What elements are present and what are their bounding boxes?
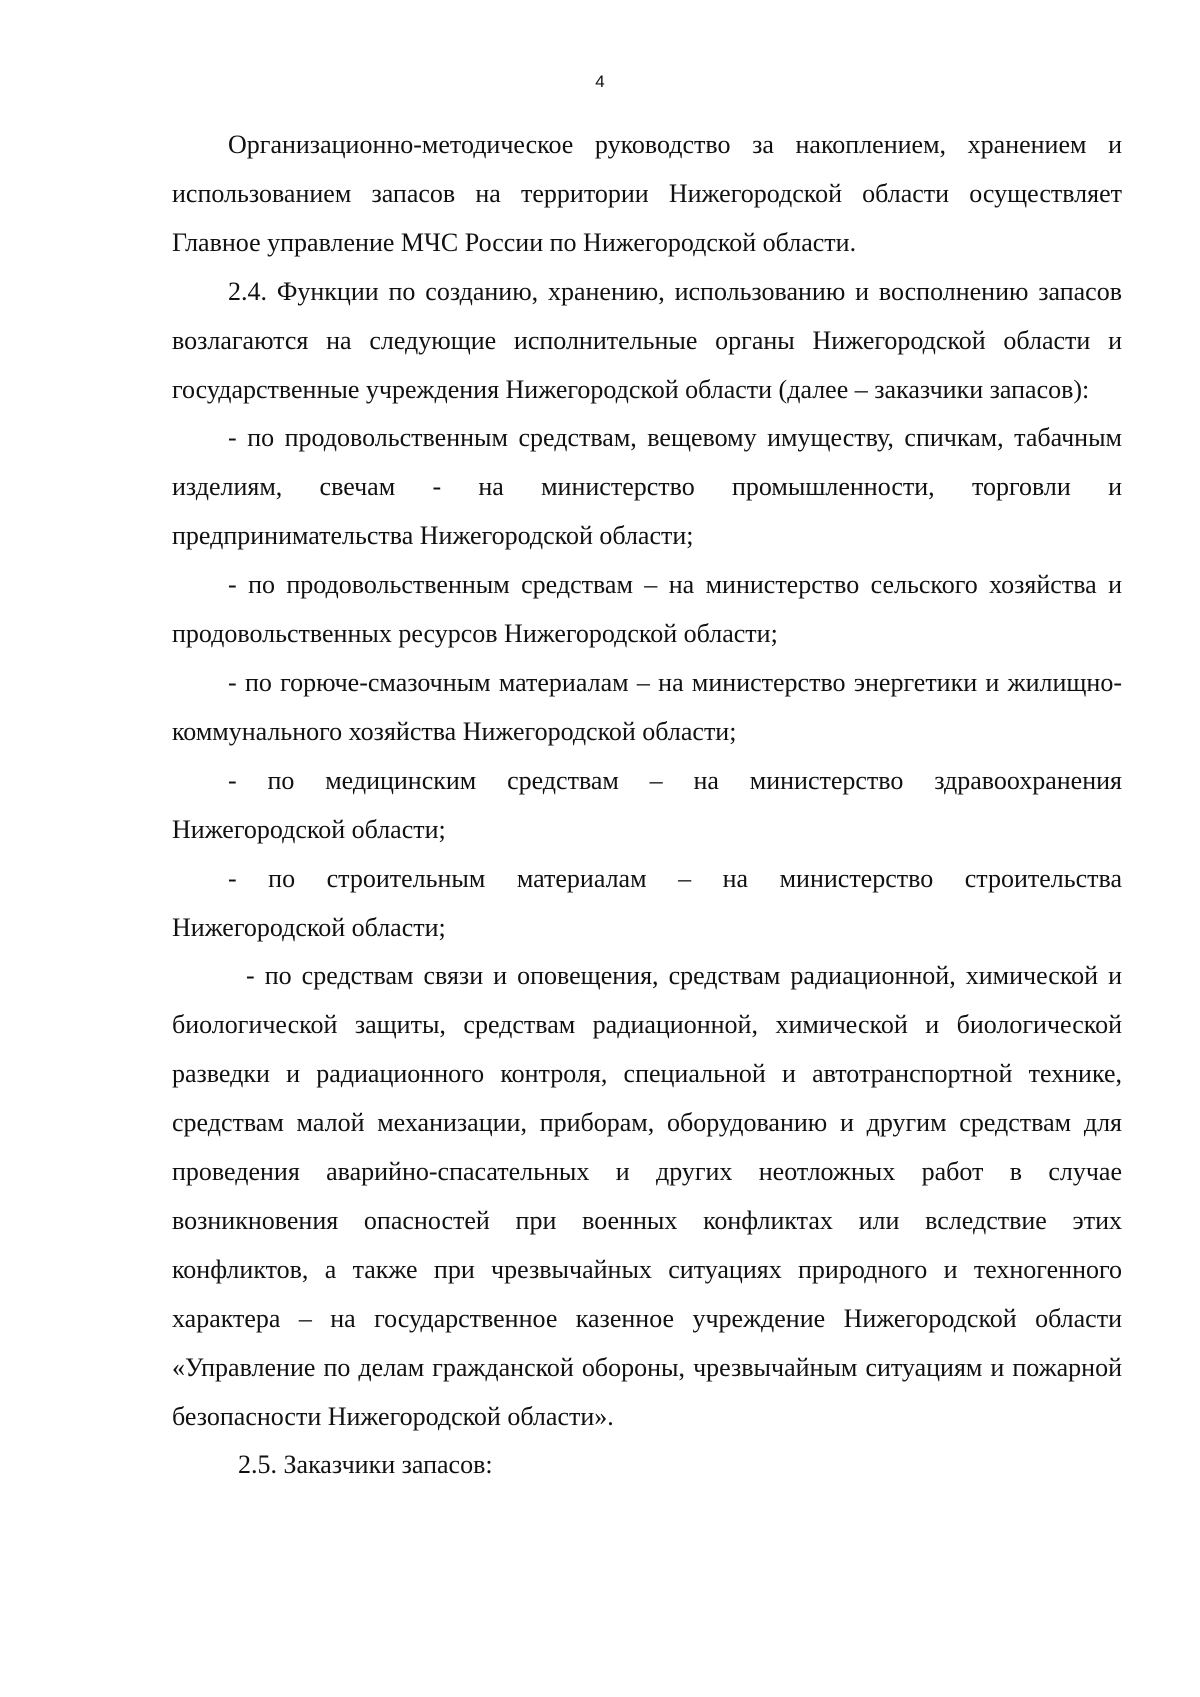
paragraph-2-4-functions: 2.4. Функции по созданию, хранению, использованию и восполнению запасов возлагаются на следующие исполнительные органы Нижегородской области и государственные учреждения Нижегородской области (далее – заказчики запасов):: [172, 276, 1122, 404]
document-body: [172, 121, 1122, 1490]
list-item-fuel-lubricants: - по горюче-смазочным материалам – на министерство энергетики и жилищно-коммунального хозяйства Нижегородской области;: [172, 667, 1122, 746]
list-item-food-agriculture: - по продовольственным средствам – на министерство сельского хозяйства и продовольственных ресурсов Нижегородской области;: [172, 570, 1122, 649]
paragraph-coordination: Организационно-методическое руководство за накоплением, хранением и использованием запасов на территории Нижегородской области осуществляет Главное управление МЧС России по Нижегородской области.: [172, 130, 1122, 257]
paragraph-2-5-customers: 2.5. Заказчики запасов:: [238, 1450, 493, 1480]
page-number: 4: [595, 72, 605, 91]
list-item-communications-protection: - по средствам связи и оповещения, средствам радиационной, химической и биологической защиты, средствам радиационной, химической и биологической разведки и радиационного контроля, специальной и автотранспортной технике, средствам малой механизации, приборам, оборудованию и другим средствам для проведения аварийно-спасательных и других неотложных работ в случае возникновения опасностей при военных конфликтах или вследствие этих конфликтов, а также при чрезвычайных ситуациях природного и техногенного характера – на государственное казенное учреждение Нижегородской области «Управление по делам гражданской обороны, чрезвычайным ситуациям и пожарной безопасности Нижегородской области».: [172, 961, 1122, 1431]
list-item-construction: - по строительным материалам – на министерство строительства Нижегородской области;: [172, 863, 1122, 942]
list-item-food-clothing: - по продовольственным средствам, вещевому имуществу, спичкам, табачным изделиям, свечам - на министерство промышленности, торговли и предпринимательства Нижегородской области;: [172, 423, 1122, 551]
list-item-medical: - по медицинским средствам – на министерство здравоохранения Нижегородской области;: [172, 765, 1122, 844]
